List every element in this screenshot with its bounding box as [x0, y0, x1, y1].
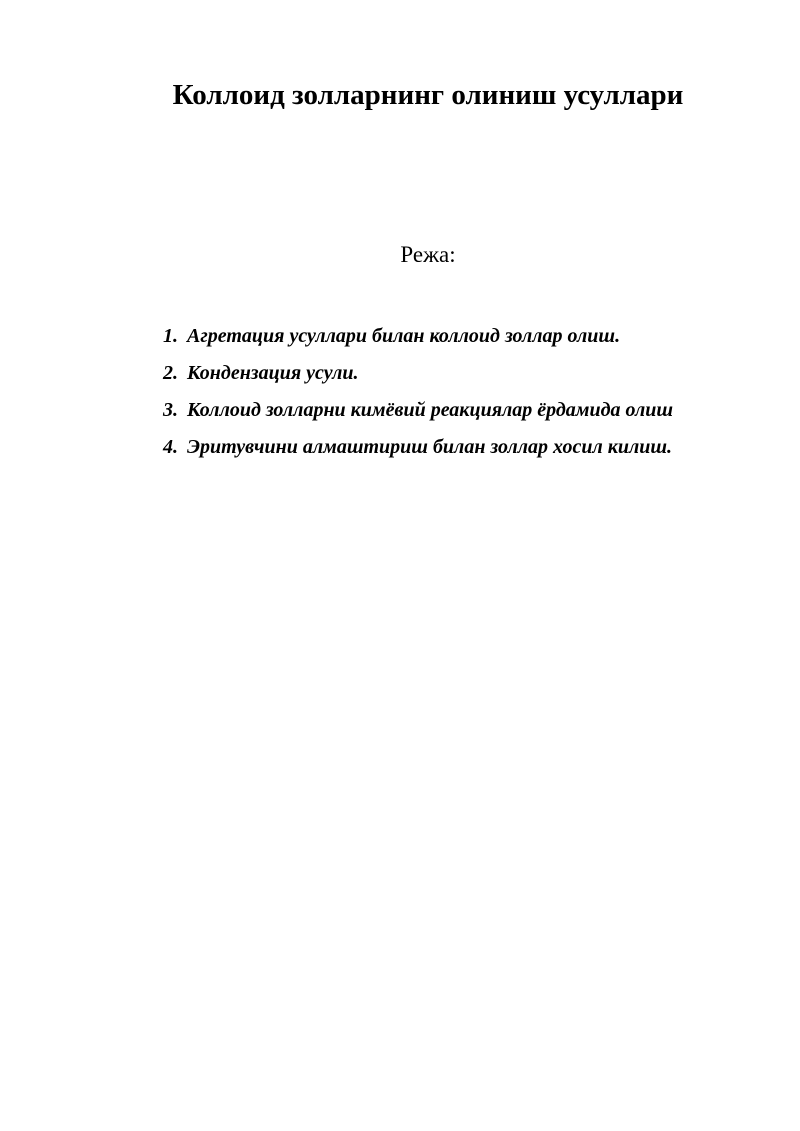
- plan-item-text: Эритувчини алмаштириш билан золлар хосил килиш.: [187, 436, 673, 458]
- plan-item-1: [163, 322, 673, 359]
- plan-item-text: Кондензация усули.: [187, 362, 359, 384]
- plan-item-number: 4.: [163, 436, 178, 458]
- document-title: Коллоид золларнинг олиниш усуллари: [172, 79, 684, 111]
- plan-item-number: 1.: [163, 325, 178, 347]
- plan-item-text: Коллоид золларни кимёвий реакциялар ёрдамида олиш: [187, 399, 674, 421]
- plan-item-number: 3.: [163, 399, 178, 421]
- plan-item-text: Агретация усуллари билан коллоид золлар олиш.: [187, 325, 621, 347]
- plan-item-3: [163, 396, 673, 433]
- plan-heading: Режа:: [400, 242, 456, 267]
- plan-item-2: [163, 359, 673, 396]
- plan-item-4: [163, 433, 673, 470]
- plan-list: [163, 322, 673, 470]
- plan-item-number: 2.: [163, 362, 178, 384]
